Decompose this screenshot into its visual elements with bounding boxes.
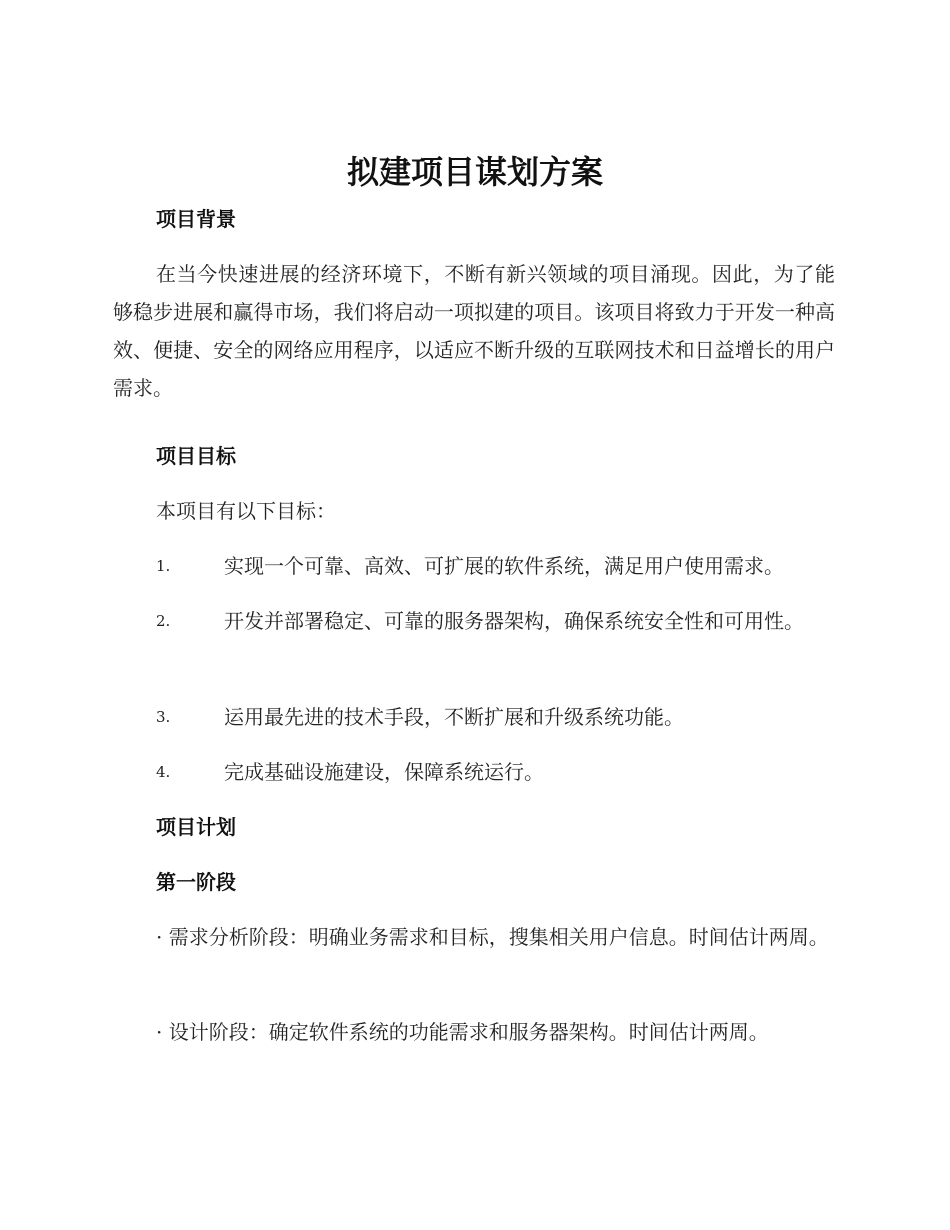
section-heading-plan <box>113 808 835 846</box>
paragraph-goals-intro: 本项目有以下目标： <box>156 499 336 523</box>
goal-number: 3. <box>156 708 171 726</box>
document-title: 拟建项目谋划方案 <box>346 153 603 191</box>
section-heading-phase1 <box>113 863 835 901</box>
goal-item-4 <box>113 753 835 791</box>
goal-text: 开发并部署稳定、可靠的服务器架构，确保系统安全性和可用性。 <box>224 609 804 633</box>
goal-text: 实现一个可靠、高效、可扩展的软件系统，满足用户使用需求。 <box>224 554 784 578</box>
goal-item-3 <box>113 698 835 736</box>
goal-item-1 <box>113 547 835 585</box>
goal-number: 4. <box>156 763 171 781</box>
heading-background: 项目背景 <box>156 207 236 231</box>
goal-text: 完成基础设施建设，保障系统运行。 <box>224 760 544 784</box>
goal-number: 2. <box>156 612 171 630</box>
goal-item-2 <box>113 602 835 640</box>
phase1-item-requirements: · 需求分析阶段：明确业务需求和目标，搜集相关用户信息。时间估计两周。 <box>156 925 829 949</box>
section-heading-goals <box>113 437 835 475</box>
phase1-item-design: · 设计阶段：确定软件系统的功能需求和服务器架构。时间估计两周。 <box>156 1020 769 1044</box>
goal-number: 1. <box>156 557 171 575</box>
heading-goals: 项目目标 <box>156 444 236 468</box>
goal-text: 运用最先进的技术手段，不断扩展和升级系统功能。 <box>224 705 684 729</box>
section-heading-background <box>113 200 835 238</box>
heading-plan: 项目计划 <box>156 815 236 839</box>
heading-phase1: 第一阶段 <box>156 870 236 894</box>
paragraph-background: 在当今快速进展的经济环境下，不断有新兴领域的项目涌现。因此，为了能够稳步进展和赢得市场，我们将启动一项拟建的项目。该项目将致力于开发一种高效、便捷、安全的网络应用程序，以适应不断升级的互联网技术和日益增长的用户需求。 <box>113 262 835 400</box>
